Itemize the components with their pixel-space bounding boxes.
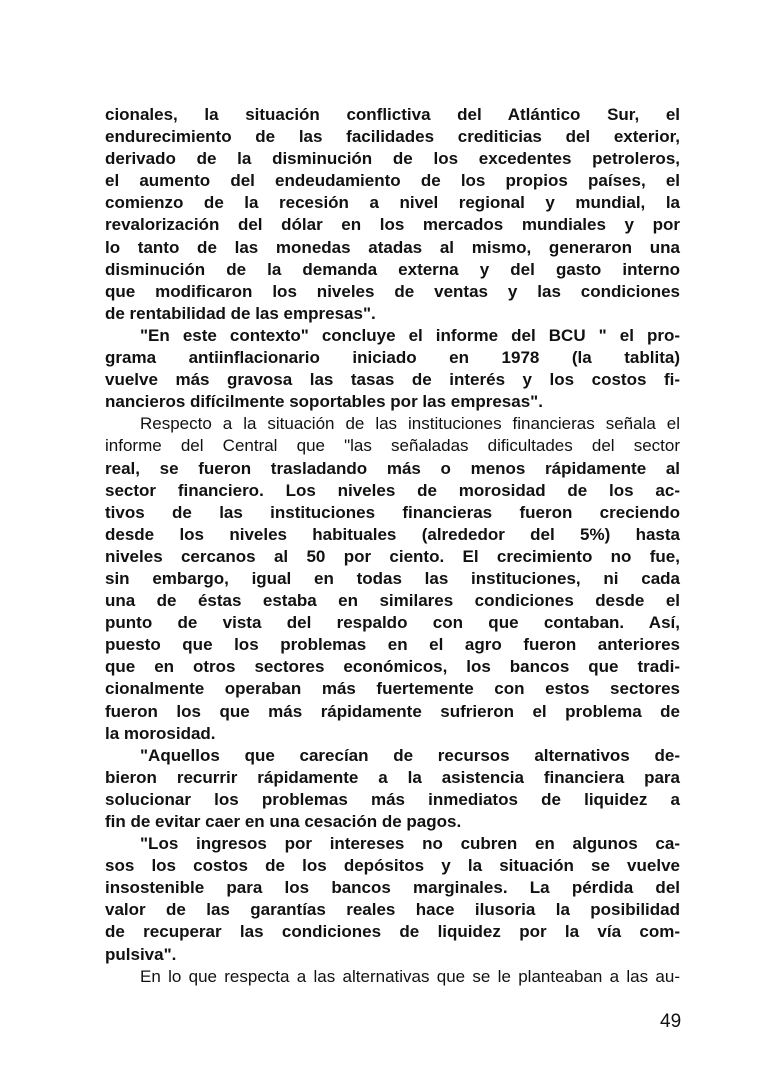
line-text: fueron los que más rápidamente sufrieron el problema de [105,701,680,721]
text-line [105,391,680,413]
text-line [105,126,680,148]
line-text: disminución de la demanda externa y del gasto interno [105,259,680,279]
text-line [105,833,680,855]
text-line [105,170,680,192]
text-line [105,192,680,214]
text-line [105,966,680,988]
text-line [105,325,680,347]
line-text: En lo que respecta a las alternativas que se le planteaban a las au- [140,966,680,986]
text-line [105,789,680,811]
text-line [105,524,680,546]
line-text: tivos de las instituciones financieras fueron creciendo [105,502,680,522]
page-number: 49 [660,1011,682,1032]
line-text: que en otros sectores económicos, los bancos que tradi- [105,657,680,677]
line-text: lo tanto de las monedas atadas al mismo, generaron una [105,237,680,257]
text-line [105,745,680,767]
line-text: vuelve más gravosa las tasas de interés y los costos fi- [105,370,680,390]
line-text: derivado de la disminución de los excedentes petroleros, [105,149,680,169]
text-line [105,612,680,634]
line-text: "Aquellos que carecían de recursos alternativos de- [140,745,680,765]
text-line [105,413,680,435]
line-text: valor de las garantías reales hace ilusoria la posibilidad [105,900,680,920]
line-text: Respecto a la situación de las instituciones financieras señala el [140,414,680,434]
text-line [105,281,680,303]
line-text: "En este contexto" concluye el informe del BCU " el pro- [140,325,680,345]
line-text: informe del Central que "las señaladas dificultades del sector [105,436,680,456]
text-line [105,678,680,700]
text-line [105,303,680,325]
line-text: la morosidad. [105,723,216,743]
line-text: de rentabilidad de las empresas". [105,303,376,323]
text-line [105,590,680,612]
line-text: comienzo de la recesión a nivel regional y mundial, la [105,193,680,213]
text-line [105,634,680,656]
line-text: el aumento del endeudamiento de los propios países, el [105,171,680,191]
line-text: insostenible para los bancos marginales. La pérdida del [105,878,680,898]
line-text: sector financiero. Los niveles de morosidad de los ac- [105,480,680,500]
text-line [105,546,680,568]
line-text: nancieros difícilmente soportables por las empresas". [105,392,543,412]
line-text: pulsiva". [105,944,177,964]
text-line [105,701,680,723]
text-line [105,214,680,236]
body-text [105,104,680,988]
text-line [105,259,680,281]
line-text: cionalmente operaban más fuertemente con estos sectores [105,679,680,699]
line-text: endurecimiento de las facilidades crediticias del exterior, [105,127,680,147]
text-line [105,369,680,391]
text-line [105,899,680,921]
text-line [105,502,680,524]
line-text: cionales, la situación conflictiva del Atlántico Sur, el [105,105,680,124]
text-line [105,104,680,126]
line-text: fin de evitar caer en una cesación de pagos. [105,812,462,831]
line-text: de recuperar las condiciones de liquidez por la vía com- [105,922,680,942]
text-line [105,148,680,170]
line-text: puesto que los problemas en el agro fueron anteriores [105,635,680,655]
text-line [105,458,680,480]
text-line [105,877,680,899]
text-line [105,811,680,833]
line-text: una de éstas estaba en similares condiciones desde el [105,591,680,611]
text-line [105,855,680,877]
text-line [105,656,680,678]
line-text: sos los costos de los depósitos y la situación se vuelve [105,856,680,876]
line-text: solucionar los problemas más inmediatos de liquidez a [105,789,680,809]
text-line [105,921,680,943]
line-text: que modificaron los niveles de ventas y las condiciones [105,281,680,301]
line-text: niveles cercanos al 50 por ciento. El crecimiento no fue, [105,546,680,566]
line-text: revalorización del dólar en los mercados mundiales y por [105,215,680,235]
line-text: sin embargo, igual en todas las instituciones, ni cada [105,568,680,588]
text-line [105,767,680,789]
text-line [105,723,680,745]
line-text: punto de vista del respaldo con que contaban. Así, [105,613,680,633]
text-line [105,347,680,369]
line-text: bieron recurrir rápidamente a la asistencia financiera para [105,767,680,787]
line-text: "Los ingresos por intereses no cubren en algunos ca- [140,834,680,854]
text-line [105,568,680,590]
text-line [105,944,680,966]
line-text: grama antiinflacionario iniciado en 1978 (la tablita) [105,348,680,368]
text-line [105,435,680,457]
text-line [105,480,680,502]
line-text: real, se fueron trasladando más o menos rápidamente al [105,458,680,478]
line-text: desde los niveles habituales (alrededor del 5%) hasta [105,524,680,544]
text-line [105,237,680,259]
